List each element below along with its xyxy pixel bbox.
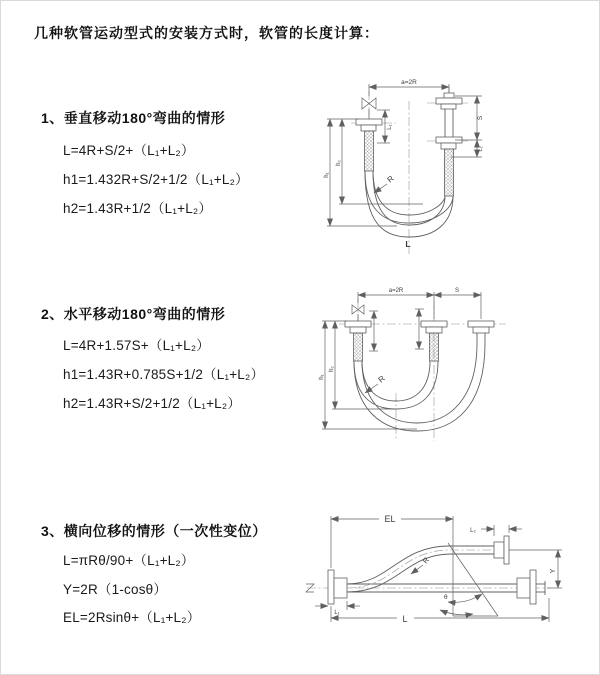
page-title: 几种软管运动型式的安装方式时，软管的长度计算： — [34, 25, 379, 41]
dimension-fitting-small — [369, 309, 424, 351]
section-1-heading: 1、垂直移动180°弯曲的情形 — [41, 110, 226, 126]
formula-line: EL=2Rsinθ+（L₁+L₂） — [63, 610, 201, 625]
radius-callout — [365, 374, 387, 393]
dim-label-s: S — [454, 288, 460, 294]
formula-line: h1=1.43R+0.785S+1/2（L₁+L₂） — [63, 367, 265, 382]
hose-fitting-right — [468, 321, 494, 343]
dim-label-y: Y — [550, 568, 557, 574]
angle-construction — [440, 542, 498, 616]
formula-line: h2=1.43R+S/2+1/2（L₁+L₂） — [63, 396, 242, 411]
hose-fitting-right — [436, 87, 462, 196]
dim-label-l2: L₂ — [478, 146, 484, 152]
diagram-horizontal-180-bend — [311, 281, 591, 451]
hose-fitting-left — [356, 119, 382, 171]
flange-top-right — [494, 536, 509, 564]
diagram-vertical-180-bend — [301, 71, 591, 261]
dimension-el — [331, 514, 453, 568]
dimension-l1 — [315, 601, 360, 616]
radius-label: R — [420, 555, 432, 566]
flange-right-lower — [517, 570, 545, 604]
dim-label-l: L — [402, 614, 408, 624]
radius-label: R — [376, 373, 387, 385]
section-3-heading: 3、横向位移的情形（一次性变位） — [41, 523, 267, 539]
dimension-l — [331, 598, 549, 624]
dim-label-a2r: a=2R — [388, 288, 404, 294]
angle-label: θ — [444, 594, 448, 601]
dim-label-a2r: a=2R — [401, 79, 417, 86]
formula-line: h1=1.432R+S/2+1/2（L₁+L₂） — [63, 172, 249, 187]
dimension-l2 — [470, 525, 522, 536]
dim-label-h2: h₂ — [336, 160, 342, 166]
dimension-a2r — [369, 79, 449, 96]
dimension-h1-h2 — [319, 321, 417, 429]
centerlines — [339, 299, 506, 441]
formula-line: L=4R+S/2+（L₁+L₂） — [63, 143, 195, 158]
formula-line: h2=1.43R+1/2（L₁+L₂） — [63, 201, 213, 216]
dim-label-h1: h₁ — [319, 374, 325, 380]
dimension-l1 — [377, 110, 393, 143]
dim-label-l2: L₂ — [470, 528, 476, 534]
hose-fitting-left — [345, 321, 371, 361]
section-2-heading: 2、水平移动180°弯曲的情形 — [41, 306, 226, 322]
radius-callout — [374, 174, 396, 193]
dimension-a2r-s — [358, 288, 481, 319]
formula-line: L=4R+1.57S+（L₁+L₂） — [63, 338, 210, 353]
dim-label-l1: L₁ — [387, 124, 393, 130]
formula-line: L=πRθ/90+（L₁+L₂） — [63, 553, 195, 568]
dim-label-h1: h₁ — [324, 172, 330, 178]
hose-fitting-middle — [421, 321, 447, 361]
dim-label-h2: h₂ — [329, 366, 335, 372]
formula-line: Y=2R（1-cosθ） — [63, 582, 168, 597]
dim-label-el: EL — [384, 514, 396, 524]
length-label: L — [405, 239, 411, 249]
dim-label-s: S — [477, 115, 484, 121]
diagram-lateral-displacement — [301, 506, 591, 646]
radius-label: R — [385, 173, 396, 185]
flange-left — [328, 570, 347, 604]
dim-label-l1: L₁ — [334, 610, 340, 616]
hose-s-curve — [347, 546, 494, 592]
